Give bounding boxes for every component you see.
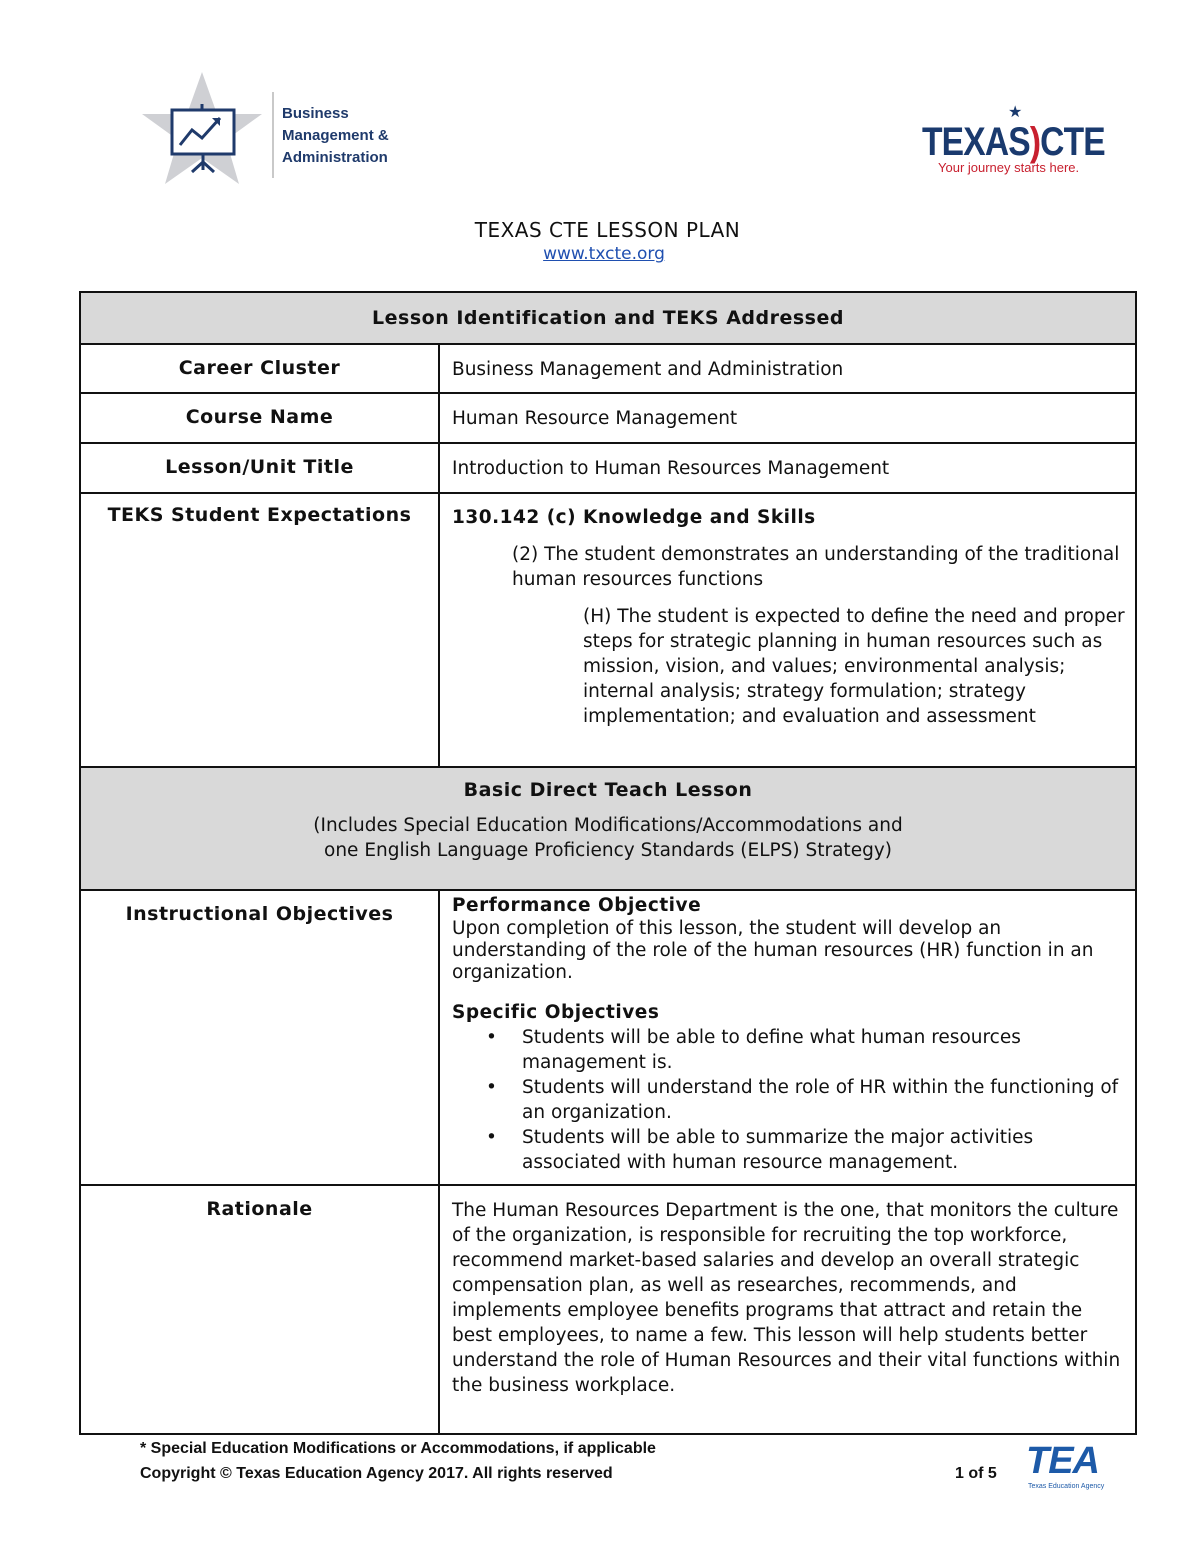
objectives-content: [442, 891, 1135, 1175]
row-instructional-objectives: [81, 889, 1135, 1184]
footer-note: * Special Education Modifications or Accommodations, if applicable: [140, 1440, 656, 1457]
logo-divider: [272, 92, 274, 178]
bma-logo-text: Business Management & Administration: [282, 105, 389, 166]
section-heading-direct-teach: Basic Direct Teach Lesson (Includes Special Education Modifications/Accommodations and one English Language Proficiency Standards (ELPS) Strategy): [81, 766, 1135, 889]
teks-content: [442, 494, 1135, 729]
texas-cte-wordmark: TEXAS)CTE: [922, 120, 1105, 164]
course-name-label: Course Name: [81, 394, 440, 442]
specific-objectives-heading: Specific Objectives: [452, 1002, 660, 1023]
teks-subitem: (H) The student is expected to define the need and proper steps for strategic planning in human resources such as mission, vision, and values; environmental analysis; internal analysis; strategy formulation; strategy implementation; and evaluation and assessment: [583, 606, 1125, 727]
texas-cte-tagline: Your journey starts here.: [938, 160, 1080, 175]
footer-copyright: Copyright © Texas Education Agency 2017. All rights reserved: [140, 1465, 613, 1482]
tea-wordmark: TEA: [1026, 1440, 1099, 1482]
texas-cte-logo: [922, 100, 1112, 180]
performance-objective-heading: Performance Objective: [452, 895, 702, 916]
career-cluster-label: Career Cluster: [81, 345, 440, 392]
lesson-plan-table: [79, 291, 1137, 1435]
teks-label: TEKS Student Expectations: [81, 494, 440, 766]
teks-item: (2) The student demonstrates an understanding of the traditional human resources functions: [512, 544, 1120, 590]
list-item: • Students will be able to define what human resources management is.: [522, 1025, 1125, 1075]
bma-logo: [140, 70, 400, 190]
star-chart-icon: [140, 70, 270, 190]
row-teks: [81, 492, 1135, 766]
website-link[interactable]: www.txcte.org: [543, 244, 665, 264]
list-item: • Students will be able to summarize the major activities associated with human resource management.: [522, 1125, 1125, 1175]
objectives-label: Instructional Objectives: [81, 891, 440, 1184]
lesson-title-label: Lesson/Unit Title: [81, 444, 440, 492]
course-name-value: Human Resource Management: [452, 408, 738, 429]
performance-objective-text: Upon completion of this lesson, the student will develop an understanding of the role of the human resources (HR) function in an organization.: [452, 918, 1094, 983]
page-number: 1 of 5: [955, 1465, 997, 1482]
rationale-label: Rationale: [81, 1186, 440, 1433]
list-item: • Students will understand the role of HR within the functioning of an organization.: [522, 1075, 1125, 1125]
specific-objectives-list: [452, 1025, 1125, 1175]
rationale-text: The Human Resources Department is the one, that monitors the culture of the organization, is responsible for recruiting the top workforce, recommend market-based salaries and develop an overall strategic compensation plan, as well as researches, recommends, and implements employee benefits programs that attract and retain the best employees, to name a few. This lesson will help students better understand the role of Human Resources and their vital functions within the business workplace.: [452, 1200, 1121, 1396]
lesson-title-value: Introduction to Human Resources Management: [452, 458, 890, 479]
section-heading-identification: Lesson Identification and TEKS Addressed: [81, 293, 1135, 343]
document-title: TEXAS CTE LESSON PLAN: [474, 218, 741, 242]
row-course-name: [81, 392, 1135, 442]
tea-logo-subtitle: Texas Education Agency: [1028, 1483, 1105, 1490]
row-rationale: [81, 1184, 1135, 1433]
teks-heading: 130.142 (c) Knowledge and Skills: [452, 507, 816, 528]
tea-logo: [1026, 1440, 1126, 1496]
career-cluster-value: Business Management and Administration: [452, 359, 844, 380]
row-career-cluster: [81, 343, 1135, 392]
star-icon: ★: [1008, 102, 1023, 121]
row-lesson-title: [81, 442, 1135, 492]
